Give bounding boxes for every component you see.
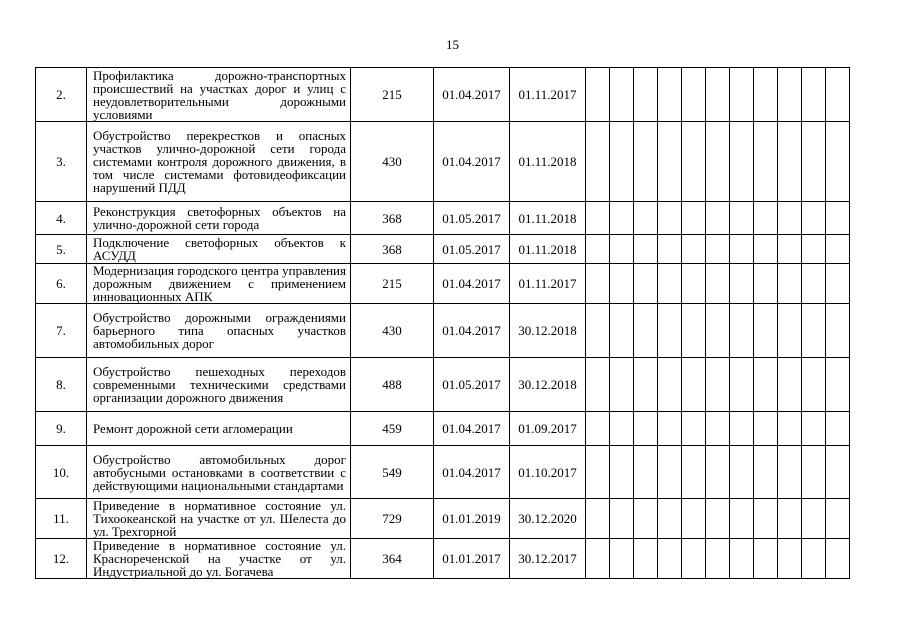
- schedule-cell: [658, 68, 682, 122]
- cost-value: 364: [351, 539, 434, 579]
- cost-value: 368: [351, 235, 434, 264]
- schedule-cell: [586, 499, 610, 539]
- cost-value: 215: [351, 264, 434, 304]
- table-row: [36, 304, 850, 358]
- schedule-cell: [730, 412, 754, 446]
- schedule-cell: [634, 68, 658, 122]
- schedule-cell: [586, 264, 610, 304]
- cost-value: 215: [351, 68, 434, 122]
- schedule-cell: [754, 412, 778, 446]
- table-row: [36, 122, 850, 202]
- schedule-cell: [802, 235, 826, 264]
- schedule-cell: [610, 202, 634, 235]
- schedule-cell: [682, 68, 706, 122]
- schedule-cell: [682, 539, 706, 579]
- cost-value: 488: [351, 358, 434, 412]
- end-date: 01.11.2017: [510, 68, 586, 122]
- measure-description: Обустройство пешеходных переходов современными техническими средствами организации дорожного движения: [87, 358, 351, 412]
- measures-table: [35, 67, 850, 579]
- schedule-cell: [658, 304, 682, 358]
- table-row: [36, 235, 850, 264]
- measure-description: Реконструкция светофорных объектов на улично-дорожной сети города: [87, 202, 351, 235]
- table-row: [36, 446, 850, 499]
- schedule-cell: [778, 68, 802, 122]
- schedule-cell: [658, 202, 682, 235]
- schedule-cell: [634, 446, 658, 499]
- schedule-cell: [778, 412, 802, 446]
- measure-description: Модернизация городского центра управления дорожным движением с применением инновационных АПК: [87, 264, 351, 304]
- schedule-cell: [730, 235, 754, 264]
- schedule-cell: [778, 304, 802, 358]
- start-date: 01.04.2017: [434, 446, 510, 499]
- schedule-cell: [754, 202, 778, 235]
- schedule-cell: [802, 122, 826, 202]
- table-row: [36, 539, 850, 579]
- start-date: 01.04.2017: [434, 68, 510, 122]
- schedule-cell: [754, 499, 778, 539]
- schedule-cell: [778, 235, 802, 264]
- schedule-cell: [778, 446, 802, 499]
- start-date: 01.04.2017: [434, 122, 510, 202]
- schedule-cell: [610, 235, 634, 264]
- table-row: [36, 412, 850, 446]
- schedule-cell: [634, 122, 658, 202]
- schedule-cell: [610, 539, 634, 579]
- row-number: 2.: [36, 68, 87, 122]
- schedule-cell: [802, 412, 826, 446]
- schedule-cell: [802, 68, 826, 122]
- schedule-cell: [802, 539, 826, 579]
- end-date: 01.11.2018: [510, 235, 586, 264]
- page-number: 15: [446, 37, 459, 52]
- schedule-cell: [586, 446, 610, 499]
- schedule-cell: [826, 122, 850, 202]
- schedule-cell: [706, 264, 730, 304]
- schedule-cell: [610, 499, 634, 539]
- start-date: 01.04.2017: [434, 412, 510, 446]
- schedule-cell: [754, 122, 778, 202]
- start-date: 01.05.2017: [434, 358, 510, 412]
- table-row: [36, 499, 850, 539]
- schedule-cell: [826, 412, 850, 446]
- start-date: 01.05.2017: [434, 235, 510, 264]
- schedule-cell: [706, 235, 730, 264]
- schedule-cell: [754, 68, 778, 122]
- row-number: 11.: [36, 499, 87, 539]
- start-date: 01.04.2017: [434, 304, 510, 358]
- schedule-cell: [586, 539, 610, 579]
- end-date: 30.12.2020: [510, 499, 586, 539]
- start-date: 01.04.2017: [434, 264, 510, 304]
- row-number: 3.: [36, 122, 87, 202]
- table-row: [36, 68, 850, 122]
- schedule-cell: [682, 412, 706, 446]
- schedule-cell: [634, 202, 658, 235]
- schedule-cell: [826, 446, 850, 499]
- schedule-cell: [802, 446, 826, 499]
- schedule-cell: [802, 264, 826, 304]
- schedule-cell: [826, 68, 850, 122]
- schedule-cell: [682, 122, 706, 202]
- schedule-cell: [826, 202, 850, 235]
- schedule-cell: [730, 68, 754, 122]
- schedule-cell: [826, 264, 850, 304]
- schedule-cell: [658, 264, 682, 304]
- row-number: 7.: [36, 304, 87, 358]
- schedule-cell: [610, 446, 634, 499]
- measure-description: Профилактика дорожно-транспортных происшествий на участках дорог и улиц с неудовлетворительными дорожными условиями: [87, 68, 351, 122]
- schedule-cell: [658, 446, 682, 499]
- schedule-cell: [610, 68, 634, 122]
- schedule-cell: [682, 304, 706, 358]
- schedule-cell: [682, 358, 706, 412]
- schedule-cell: [586, 122, 610, 202]
- schedule-cell: [802, 358, 826, 412]
- schedule-cell: [730, 499, 754, 539]
- schedule-cell: [826, 304, 850, 358]
- start-date: 01.01.2017: [434, 539, 510, 579]
- schedule-cell: [682, 264, 706, 304]
- schedule-cell: [706, 412, 730, 446]
- measure-description: Приведение в нормативное состояние ул. Краснореченской на участке от ул. Индустриальной до ул. Богачева: [87, 539, 351, 579]
- schedule-cell: [802, 202, 826, 235]
- row-number: 10.: [36, 446, 87, 499]
- schedule-cell: [682, 446, 706, 499]
- end-date: 30.12.2018: [510, 358, 586, 412]
- schedule-cell: [706, 122, 730, 202]
- schedule-cell: [658, 235, 682, 264]
- schedule-cell: [682, 235, 706, 264]
- schedule-cell: [730, 446, 754, 499]
- schedule-cell: [706, 68, 730, 122]
- end-date: 01.09.2017: [510, 412, 586, 446]
- schedule-cell: [658, 412, 682, 446]
- row-number: 12.: [36, 539, 87, 579]
- schedule-cell: [634, 304, 658, 358]
- end-date: 01.11.2018: [510, 202, 586, 235]
- schedule-cell: [754, 264, 778, 304]
- schedule-cell: [754, 235, 778, 264]
- measure-description: Приведение в нормативное состояние ул. Тихоокеанской на участке от ул. Шелеста до ул. Трехгорной: [87, 499, 351, 539]
- schedule-cell: [778, 358, 802, 412]
- table-row: [36, 358, 850, 412]
- end-date: 30.12.2018: [510, 304, 586, 358]
- schedule-cell: [586, 235, 610, 264]
- end-date: 30.12.2017: [510, 539, 586, 579]
- schedule-cell: [586, 358, 610, 412]
- schedule-cell: [682, 499, 706, 539]
- schedule-cell: [730, 202, 754, 235]
- schedule-cell: [778, 499, 802, 539]
- schedule-cell: [754, 304, 778, 358]
- cost-value: 368: [351, 202, 434, 235]
- schedule-cell: [610, 264, 634, 304]
- row-number: 9.: [36, 412, 87, 446]
- cost-value: 729: [351, 499, 434, 539]
- schedule-cell: [706, 539, 730, 579]
- measure-description: Подключение светофорных объектов к АСУДД: [87, 235, 351, 264]
- schedule-cell: [826, 235, 850, 264]
- schedule-cell: [778, 264, 802, 304]
- schedule-cell: [826, 499, 850, 539]
- row-number: 6.: [36, 264, 87, 304]
- schedule-cell: [778, 539, 802, 579]
- schedule-cell: [586, 412, 610, 446]
- row-number: 4.: [36, 202, 87, 235]
- schedule-cell: [706, 358, 730, 412]
- schedule-cell: [754, 358, 778, 412]
- schedule-cell: [730, 122, 754, 202]
- schedule-cell: [658, 122, 682, 202]
- schedule-cell: [610, 358, 634, 412]
- schedule-cell: [706, 304, 730, 358]
- schedule-cell: [802, 499, 826, 539]
- start-date: 01.01.2019: [434, 499, 510, 539]
- start-date: 01.05.2017: [434, 202, 510, 235]
- schedule-cell: [730, 358, 754, 412]
- schedule-cell: [658, 499, 682, 539]
- schedule-cell: [658, 539, 682, 579]
- measure-description: Обустройство перекрестков и опасных участков улично-дорожной сети города системами контроля дорожного движения, в том числе системами фотовидеофиксации нарушений ПДД: [87, 122, 351, 202]
- table-body: [36, 68, 850, 579]
- end-date: 01.11.2018: [510, 122, 586, 202]
- schedule-cell: [634, 264, 658, 304]
- schedule-cell: [658, 358, 682, 412]
- cost-value: 549: [351, 446, 434, 499]
- cost-value: 430: [351, 304, 434, 358]
- schedule-cell: [634, 539, 658, 579]
- schedule-cell: [610, 304, 634, 358]
- schedule-cell: [706, 202, 730, 235]
- cost-value: 459: [351, 412, 434, 446]
- schedule-cell: [754, 539, 778, 579]
- schedule-cell: [706, 499, 730, 539]
- schedule-cell: [682, 202, 706, 235]
- schedule-cell: [586, 304, 610, 358]
- schedule-cell: [586, 68, 610, 122]
- schedule-cell: [730, 264, 754, 304]
- measure-description: Обустройство дорожными ограждениями барьерного типа опасных участков автомобильных дорог: [87, 304, 351, 358]
- row-number: 8.: [36, 358, 87, 412]
- schedule-cell: [778, 122, 802, 202]
- schedule-cell: [610, 122, 634, 202]
- measure-description: Обустройство автомобильных дорог автобусными остановками в соответствии с действующими национальными стандартами: [87, 446, 351, 499]
- row-number: 5.: [36, 235, 87, 264]
- schedule-cell: [778, 202, 802, 235]
- schedule-cell: [826, 539, 850, 579]
- end-date: 01.10.2017: [510, 446, 586, 499]
- schedule-cell: [634, 499, 658, 539]
- schedule-cell: [730, 539, 754, 579]
- schedule-cell: [634, 412, 658, 446]
- schedule-cell: [634, 358, 658, 412]
- schedule-cell: [754, 446, 778, 499]
- schedule-cell: [586, 202, 610, 235]
- schedule-cell: [706, 446, 730, 499]
- table-row: [36, 264, 850, 304]
- schedule-cell: [826, 358, 850, 412]
- measure-description: Ремонт дорожной сети агломерации: [87, 412, 351, 446]
- schedule-cell: [802, 304, 826, 358]
- end-date: 01.11.2017: [510, 264, 586, 304]
- schedule-cell: [730, 304, 754, 358]
- schedule-cell: [634, 235, 658, 264]
- table-row: [36, 202, 850, 235]
- cost-value: 430: [351, 122, 434, 202]
- schedule-cell: [610, 412, 634, 446]
